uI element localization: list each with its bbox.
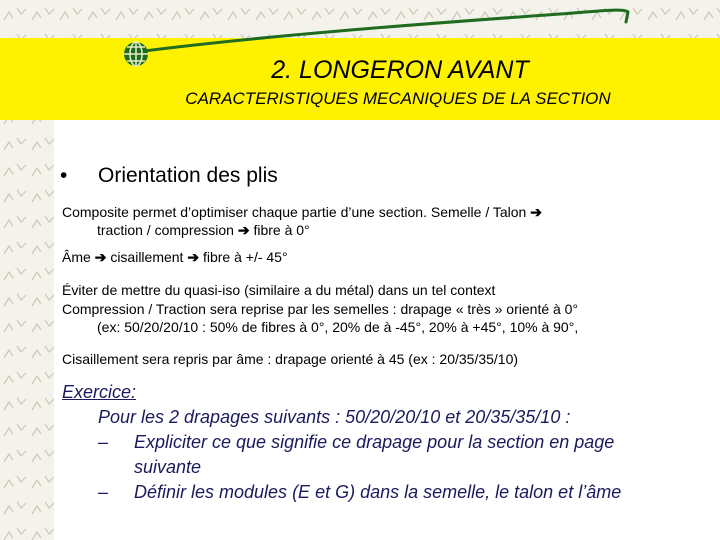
paragraph-text: Compression / Traction sera reprise par les semelles : drapage « très » orienté à 0° <box>62 301 579 317</box>
paragraph-ame <box>62 248 288 266</box>
paragraph-text: Éviter de mettre du quasi-iso (similaire a du métal) dans un tel context <box>62 282 496 298</box>
arrow-icon: ➔ <box>94 249 107 265</box>
list-item-text: Définir les modules (E et G) dans la semelle, le talon et l’âme <box>134 482 622 502</box>
dash-marker: – <box>98 482 109 502</box>
dash-marker: – <box>98 432 109 452</box>
exercise-label: Exercice: <box>62 382 137 402</box>
paragraph-quasi-iso <box>62 281 495 299</box>
paragraph-text: Composite permet d’optimiser chaque partie d’une section. Semelle / Talon <box>62 204 527 220</box>
paragraph-cisaillement <box>62 350 518 368</box>
paragraph-text: fibre à +/- 45° <box>202 249 288 265</box>
arrow-icon: ➔ <box>530 204 542 220</box>
paragraph-compression <box>62 300 578 336</box>
paragraph-text: Âme <box>62 249 91 265</box>
globe-logo-icon <box>122 40 150 68</box>
exercise-intro: Pour les 2 drapages suivants : 50/20/20/10 et 20/35/35/10 : <box>98 407 571 427</box>
paragraph-text: cisaillement <box>110 249 184 265</box>
bullet-heading: Orientation des plis <box>98 164 278 187</box>
paragraph-text: traction / compression <box>97 222 234 238</box>
list-item-text: Expliciter ce que signifie ce drapage pour la section en page suivante <box>134 432 615 477</box>
list-item <box>62 430 644 480</box>
bullet-marker: • <box>60 164 68 187</box>
exercise-block <box>62 380 644 505</box>
paragraph-text: (ex: 50/20/20/10 : 50% de fibres à 0°, 20% de à -45°, 20% à +45°, 10% à 90°, <box>97 319 579 335</box>
arrow-icon: ➔ <box>237 222 250 238</box>
paragraph-text: Cisaillement sera repris par âme : drapage orienté à 45 (ex : 20/35/35/10) <box>62 351 519 367</box>
list-item <box>62 480 644 505</box>
paragraph-text: fibre à 0° <box>253 222 310 238</box>
arrow-icon: ➔ <box>187 249 200 265</box>
paragraph-composite <box>62 203 542 239</box>
page-title: 2. LONGERON AVANT <box>271 56 529 84</box>
page-subtitle: CARACTERISTIQUES MECANIQUES DE LA SECTION <box>185 89 611 108</box>
